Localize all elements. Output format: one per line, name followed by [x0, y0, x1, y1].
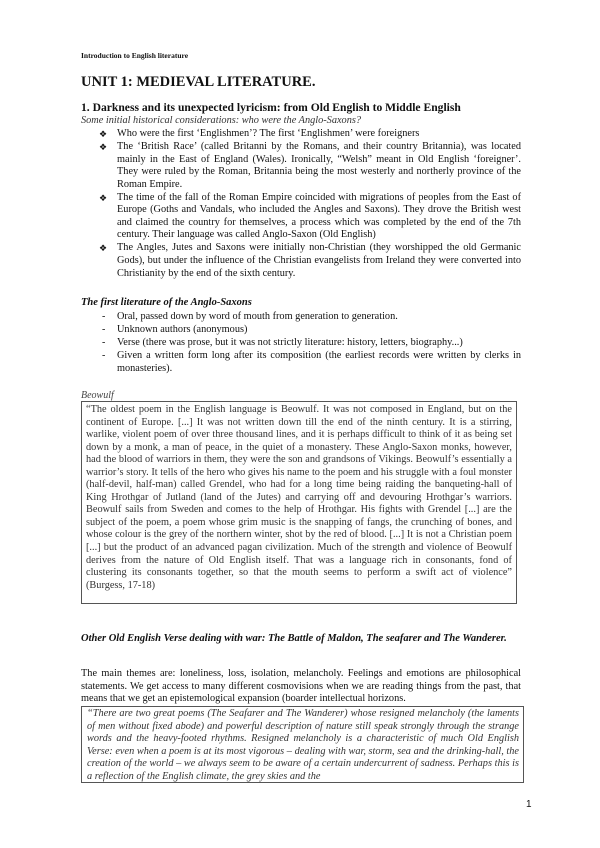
list-item-text: Unknown authors (anonymous): [117, 324, 248, 336]
list-item: [81, 242, 521, 280]
list-item-text: The Angles, Jutes and Saxons were initially non-Christian (they worshipped the old Germanic Gods), but under the influence of the Christian evangelists from Ireland they were converted into Christianity by the end of the sixth century.: [117, 242, 521, 279]
dash-bullet-icon: -: [102, 337, 106, 349]
list-item: [81, 311, 521, 324]
diamond-bullet-icon: ❖: [99, 142, 108, 153]
anglo-saxon-bullet-list: [81, 128, 521, 281]
diamond-bullet-icon: ❖: [99, 192, 108, 203]
first-literature-heading: The first literature of the Anglo-Saxons: [81, 297, 252, 308]
beowulf-label: Beowulf: [81, 390, 114, 401]
list-item: [81, 128, 521, 141]
list-item: [81, 192, 521, 242]
other-verse-heading: Other Old English Verse dealing with war: The Battle of Maldon, The seafarer and The Wanderer.: [81, 633, 507, 644]
first-literature-list: [81, 311, 521, 376]
beowulf-quote-box: [81, 401, 517, 604]
page-number: 1: [526, 799, 532, 810]
list-item-text: The time of the fall of the Roman Empire coincided with migrations of peoples from the East of Europe (Goths and Vandals, who included the Angles and Saxons). They drove the British west and claimed the country for themselves, a process which was completed by the end of the 7th century. Their language was called Anglo-Saxon (Old English): [117, 191, 521, 241]
seafarer-quote: “There are two great poems (The Seafarer and The Wanderer) whose resigned melancholy (the laments of men without fixed abode) and powerful description of nature still speak strongly through the strange words and the heavy-footed rhythms. Resigned melancholy is a characteristic of much Old English Verse: even when a poem is at its most vigorous – dealing with war, storm, sea and the drinking-hall, the creation of the world – we always seem to be aware of a certain undercurrent of sadness. Perhaps this is a reflection of the English climate, the grey skies and the: [87, 708, 519, 782]
list-item: [81, 324, 521, 337]
dash-bullet-icon: -: [102, 311, 106, 322]
diamond-bullet-icon: ❖: [99, 243, 108, 254]
themes-paragraph: The main themes are: loneliness, loss, isolation, melancholy. Feelings and emotions are philosophical statements. We get access to many different cosmovisions when we are reading things from the past, that means that we get an epistemological expansion (boarder intellectual horizons.: [81, 668, 521, 705]
dash-bullet-icon: -: [102, 350, 106, 362]
list-item-text: Who were the first ‘Englishmen’? The first ‘Englishmen’ were foreigners: [117, 128, 420, 139]
seafarer-quote-box: [81, 706, 524, 783]
running-header: Introduction to English literature: [81, 51, 189, 60]
section-heading: 1. Darkness and its unexpected lyricism: from Old English to Middle English: [81, 101, 461, 114]
beowulf-quote: “The oldest poem in the English language is Beowulf. It was not composed in England, but on the continent of Europe. [...] It was not written down till the end of the ninth century. It is a stirring, warlike, violent poem of over three thousand lines, and it is perhaps difficult to think of it as being set down by a monk, a man of peace, in the quiet of a monastery. These Anglo-Saxon monks, however, had the blood of warriors in them, they were the son and grandsons of Vikings. Beowulf’s essentially a warrior’s story. It tells of the hero who gives his name to the poem and his struggle with a foul monster (half-devil, half-man) called Grendel, who had for a long time being raiding the banqueting-hall of King Hrothgar of Jutland (land of the Jutes) and carrying off and devouring Hrothgar’s warriors. Beowulf sails from Sweden and comes to the help of Hrothgar. His fights with Grendel [...] are the subject of the poem, a poem whose grim music is the snapping of fangs, the crunching of bones, and whose colour is the grey of the northern winter, shot by the red of blood. [...] It is not a Christian poem [...] but the product of an advanced pagan civilization. Much of the strength and violence of Beowulf derives from the nature of Old English itself. That was a language rich in consonants, fond of clustering its consonants together, so that the mouth seems to perform a swift act of violence” (Burgess, 17-18): [86, 404, 512, 591]
diamond-bullet-icon: ❖: [99, 129, 108, 139]
list-item-text: The ‘British Race’ (called Britanni by the Romans, and their country Britannia), was located mainly in the East of England (Wales). Ironically, “Welsh” meant in Old English ‘foreigner’. They were ruled by the Roman, Britannia being the most westerly and northerly province of the Roman Empire.: [117, 141, 521, 190]
section-subtitle: Some initial historical considerations: who were the Anglo-Saxons?: [81, 115, 361, 126]
list-item: [81, 141, 521, 191]
dash-bullet-icon: -: [102, 324, 106, 336]
list-item-text: Given a written form long after its composition (the earliest records were written by clerks in monasteries).: [117, 350, 521, 374]
unit-title: UNIT 1: MEDIEVAL LITERATURE.: [81, 74, 316, 90]
list-item: [81, 337, 521, 350]
list-item-text: Verse (there was prose, but it was not strictly literature: history, letters, biography...): [117, 337, 463, 349]
list-item-text: Oral, passed down by word of mouth from generation to generation.: [117, 311, 398, 322]
list-item: [81, 350, 521, 375]
